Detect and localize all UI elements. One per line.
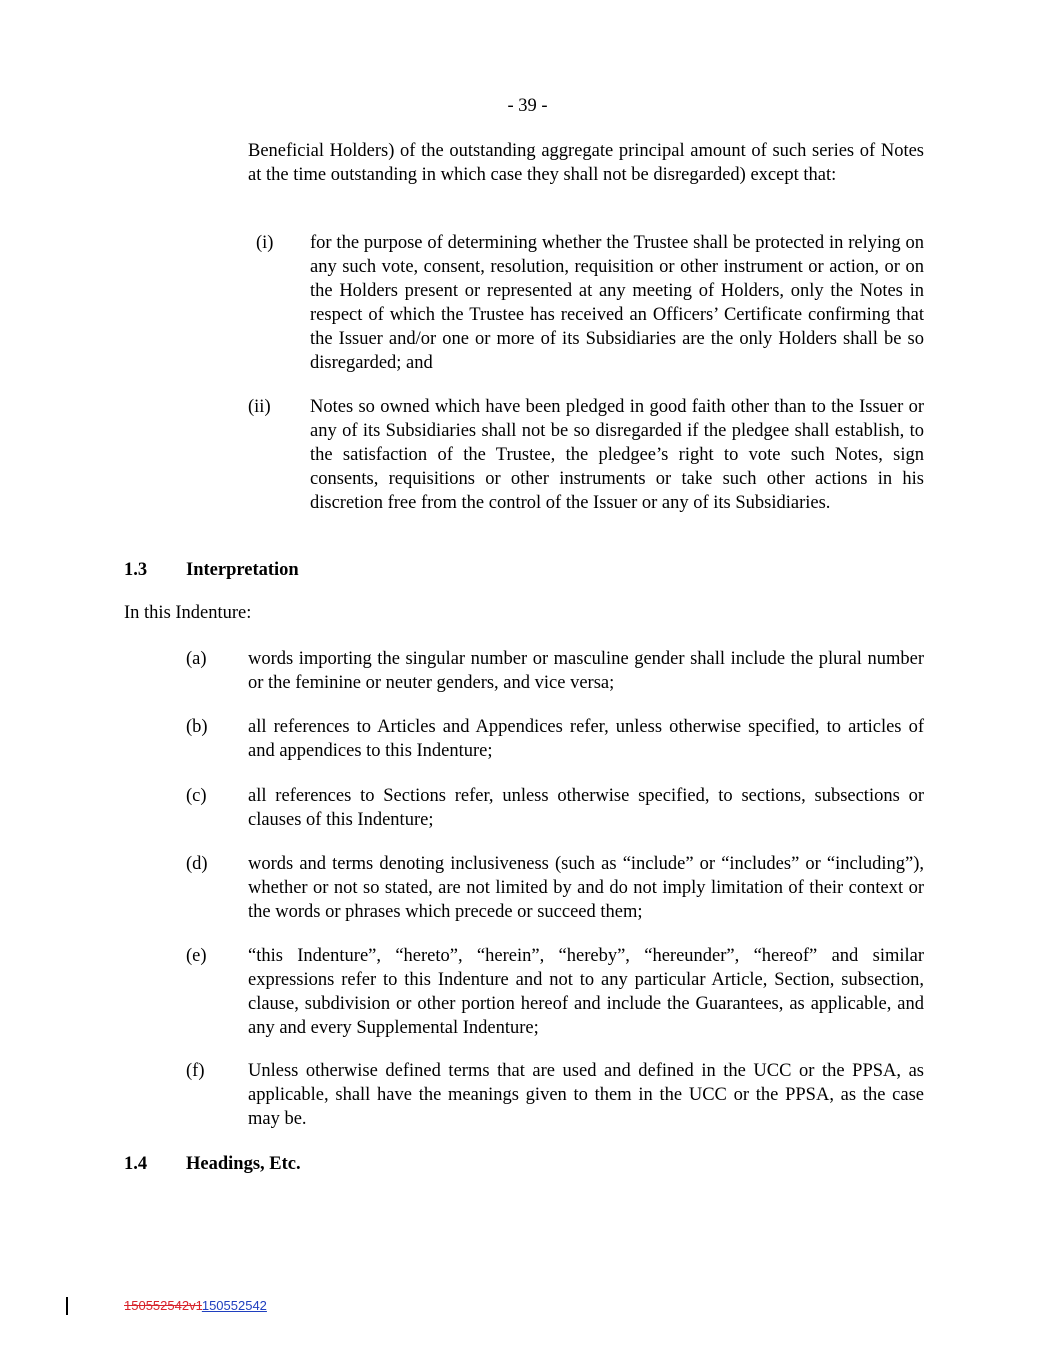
list-item-text: “this Indenture”, “hereto”, “herein”, “hereby”, “hereunder”, “hereof” and similar expressions refer to this Indenture and not to any particular Article, Section, subsection, clause, subdivision or other portion hereof and include the Guarantees, as applicable, and any and every Supplemental Indenture; (248, 946, 924, 1038)
list-item-label: (a) (186, 649, 207, 669)
list-item-text: words importing the singular number or masculine gender shall include the plural number or the feminine or neuter genders, and vice versa; (248, 649, 924, 693)
list-item-label: (f) (186, 1061, 205, 1081)
list-item-label: (b) (186, 717, 208, 737)
sub-item-label: (ii) (248, 397, 271, 417)
section-number: 1.3 (124, 560, 148, 580)
page-number: - 39 - (507, 96, 548, 116)
sub-item-text: Notes so owned which have been pledged in good faith other than to the Issuer or any of its Subsidiaries shall not be so disregarded if the pledgee shall establish, to the satisfaction of the Trustee, the pledgee’s right to vote such Notes, sign consents, requisitions or other instruments or take such other actions in his discretion free from the control of the Issuer or any of its Subsidiaries. (310, 397, 924, 513)
list-item-label: (c) (186, 786, 207, 806)
sub-item-text: for the purpose of determining whether the Trustee shall be protected in relying on any such vote, consent, resolution, requisition or other instrument or action, or on the Holders present or represented at any meeting of Holders, only the Notes in respect of which the Trustee has received an Officers’ Certificate confirming that the Issuer and/or one or more of its Subsidiaries are the only Holders shall be so disregarded; and (310, 233, 924, 373)
list-item-text: all references to Sections refer, unless otherwise specified, to sections, subsections or clauses of this Indenture; (248, 786, 924, 830)
list-item-label: (d) (186, 854, 208, 874)
list-item-text: Unless otherwise defined terms that are used and defined in the UCC or the PPSA, as applicable, shall have the meanings given to them in the UCC or the PPSA, as the case may be. (248, 1061, 924, 1129)
section-heading-interpretation (124, 558, 299, 582)
continuation-paragraph: Beneficial Holders) of the outstanding aggregate principal amount of such series of Notes at the time outstanding in which case they shall not be disregarded) except that: (248, 141, 924, 185)
list-item-label: (e) (186, 946, 207, 966)
section-number: 1.4 (124, 1154, 148, 1174)
section-title: Interpretation (186, 560, 299, 580)
change-bar (66, 1297, 68, 1315)
deleted-doc-id: 150552542v1 (124, 1298, 202, 1313)
section-heading-headings (124, 1152, 301, 1176)
footer-doc-id (124, 1298, 267, 1314)
section-title: Headings, Etc. (186, 1154, 301, 1174)
intro-text: In this Indenture: (124, 603, 252, 623)
inserted-doc-id: 150552542 (201, 1298, 267, 1313)
list-item-text: words and terms denoting inclusiveness (such as “include” or “includes” or “including”), whether or not so stated, are not limited by and do not imply limitation of their context or the words or phrases which precede or succeed them; (248, 854, 924, 922)
list-item-text: all references to Articles and Appendices refer, unless otherwise specified, to articles of and appendices to this Indenture; (248, 717, 924, 761)
sub-item-label: (i) (256, 233, 274, 253)
